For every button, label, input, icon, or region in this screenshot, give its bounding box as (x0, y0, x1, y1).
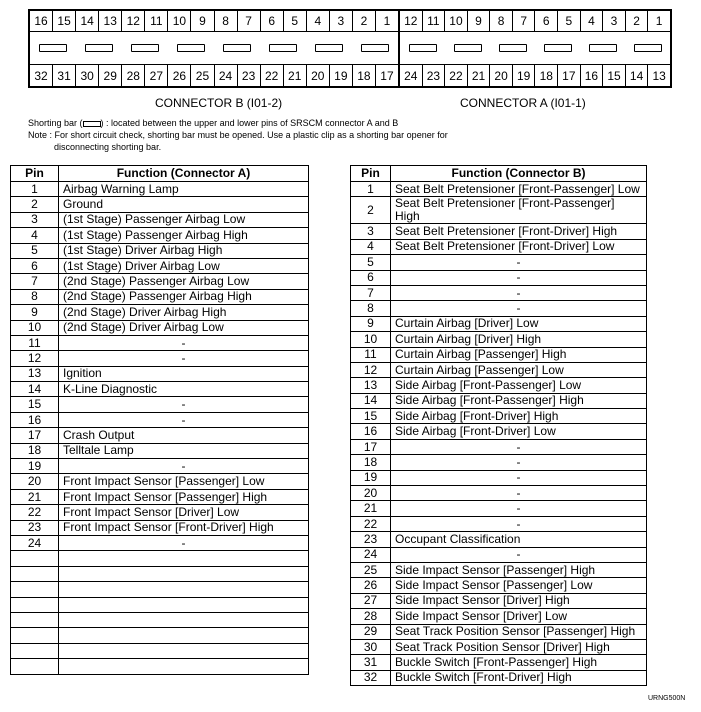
table-row (11, 643, 309, 658)
pin-number: 14 (76, 11, 99, 31)
pin-cell: 15 (351, 409, 391, 424)
pin-cell: 13 (11, 366, 59, 381)
function-cell: Buckle Switch [Front-Passenger] High (391, 655, 647, 670)
pin-cell: 13 (351, 378, 391, 393)
pin-cell: 8 (351, 301, 391, 316)
pin-number: 12 (400, 11, 423, 31)
connector-a-top-pins (400, 11, 670, 32)
pin-cell (11, 628, 59, 643)
function-cell: - (391, 501, 647, 516)
table-row (351, 270, 647, 285)
function-cell: (2nd Stage) Driver Airbag Low (59, 320, 309, 335)
pin-cell: 19 (351, 470, 391, 485)
function-cell: - (391, 270, 647, 285)
table-row (351, 455, 647, 470)
pin-cell: 1 (11, 182, 59, 197)
pin-cell: 18 (11, 443, 59, 458)
table-row (351, 332, 647, 347)
shorting-bar-icon (83, 121, 101, 127)
table-row (351, 362, 647, 377)
pin-header: Pin (11, 166, 59, 182)
table-row (11, 335, 309, 350)
pin-number: 21 (284, 65, 307, 86)
pin-cell: 28 (351, 609, 391, 624)
connector-a-bottom-pins (400, 64, 670, 86)
table-row (11, 597, 309, 612)
function-cell: - (59, 535, 309, 550)
pin-number: 15 (603, 65, 626, 86)
pin-number: 10 (445, 11, 468, 31)
pin-cell: 21 (11, 489, 59, 504)
function-cell (59, 551, 309, 566)
table-row (11, 535, 309, 550)
pin-number: 24 (400, 65, 423, 86)
pin-cell: 14 (351, 393, 391, 408)
function-cell: Side Impact Sensor [Passenger] High (391, 562, 647, 577)
pin-cell (11, 643, 59, 658)
function-header: Function (Connector A) (59, 166, 309, 182)
shorting-bar (589, 44, 617, 52)
function-cell: Side Airbag [Front-Passenger] High (391, 393, 647, 408)
pin-cell: 23 (11, 520, 59, 535)
function-cell (59, 612, 309, 627)
pin-cell: 25 (351, 562, 391, 577)
table-row (351, 424, 647, 439)
pin-cell (11, 659, 59, 674)
table-row (351, 516, 647, 531)
table-row (11, 382, 309, 397)
figure-code: URNG500N (648, 695, 686, 702)
function-cell: - (391, 486, 647, 501)
pin-cell: 8 (11, 289, 59, 304)
pin-number: 4 (581, 11, 604, 31)
function-cell: (1st Stage) Driver Airbag High (59, 243, 309, 258)
shorting-bar (223, 44, 251, 52)
function-cell: Seat Track Position Sensor [Passenger] High (391, 624, 647, 639)
pin-number: 16 (30, 11, 53, 31)
pin-number: 5 (558, 11, 581, 31)
table-row (351, 562, 647, 577)
table-row (11, 228, 309, 243)
pin-number: 29 (99, 65, 122, 86)
pin-cell: 12 (11, 351, 59, 366)
pin-number: 13 (99, 11, 122, 31)
shorting-bar (315, 44, 343, 52)
shorting-bar (39, 44, 67, 52)
pin-cell: 7 (351, 285, 391, 300)
pin-number: 8 (490, 11, 513, 31)
note-line2: Note : For short circuit check, shorting bar must be opened. Use a plastic clip as a shorting bar opener for (28, 130, 448, 140)
table-row (351, 532, 647, 547)
pin-cell (11, 582, 59, 597)
pin-cell: 5 (11, 243, 59, 258)
function-cell: Side Impact Sensor [Driver] High (391, 593, 647, 608)
table-row (351, 409, 647, 424)
function-cell: Telltale Lamp (59, 443, 309, 458)
pin-number: 3 (603, 11, 626, 31)
table-row (11, 197, 309, 212)
note-line1-pre: Shorting bar ( (28, 118, 83, 128)
pin-number: 32 (30, 65, 53, 86)
pin-number: 18 (353, 65, 376, 86)
pin-cell: 5 (351, 255, 391, 270)
pin-number: 9 (468, 11, 491, 31)
pin-number: 22 (261, 65, 284, 86)
pin-number: 30 (76, 65, 99, 86)
pin-cell: 9 (11, 305, 59, 320)
table-row (351, 639, 647, 654)
pin-cell: 3 (11, 212, 59, 227)
table-row (11, 366, 309, 381)
table-row (351, 347, 647, 362)
pin-cell (11, 597, 59, 612)
pin-number: 3 (330, 11, 353, 31)
function-cell: Curtain Airbag [Driver] Low (391, 316, 647, 331)
pin-number: 2 (626, 11, 649, 31)
shorting-bar (85, 44, 113, 52)
pin-cell: 4 (11, 228, 59, 243)
pin-cell: 14 (11, 382, 59, 397)
shorting-bar (454, 44, 482, 52)
pin-cell (11, 551, 59, 566)
pin-cell: 19 (11, 459, 59, 474)
pin-number: 17 (380, 68, 394, 83)
pin-cell (11, 612, 59, 627)
function-cell: Curtain Airbag [Driver] High (391, 332, 647, 347)
function-cell: (1st Stage) Driver Airbag Low (59, 258, 309, 273)
pin-cell: 10 (351, 332, 391, 347)
function-cell: Seat Track Position Sensor [Driver] High (391, 639, 647, 654)
pin-number: 24 (215, 65, 238, 86)
table-row (11, 274, 309, 289)
pin-cell: 15 (11, 397, 59, 412)
function-cell: Side Airbag [Front-Driver] Low (391, 424, 647, 439)
pin-cell: 17 (11, 428, 59, 443)
pin-cell: 27 (351, 593, 391, 608)
table-row (11, 459, 309, 474)
pin-number: 5 (284, 11, 307, 31)
table-row (351, 378, 647, 393)
function-cell: (2nd Stage) Passenger Airbag Low (59, 274, 309, 289)
connector-diagram (28, 9, 672, 88)
function-cell (59, 597, 309, 612)
pin-cell: 3 (351, 224, 391, 239)
function-cell: Buckle Switch [Front-Driver] High (391, 670, 647, 685)
pin-number: 1 (383, 14, 391, 28)
pin-number: 11 (423, 11, 446, 31)
pin-cell: 11 (351, 347, 391, 362)
function-cell: - (59, 412, 309, 427)
table-row (351, 301, 647, 316)
function-cell: - (59, 397, 309, 412)
table-row (11, 305, 309, 320)
connector-b-shorting-bars (30, 32, 398, 64)
table-row (11, 289, 309, 304)
function-cell: (2nd Stage) Driver Airbag High (59, 305, 309, 320)
pin-number: 6 (261, 11, 284, 31)
function-cell: - (59, 459, 309, 474)
table-header-row (11, 166, 309, 182)
table-row (351, 285, 647, 300)
function-cell: - (391, 301, 647, 316)
function-cell: Seat Belt Pretensioner [Front-Passenger] Low (391, 182, 647, 197)
pin-cell: 9 (351, 316, 391, 331)
table-row (351, 393, 647, 408)
table-row (11, 474, 309, 489)
table-row (351, 670, 647, 685)
function-cell: (2nd Stage) Passenger Airbag High (59, 289, 309, 304)
pin-number: 10 (168, 11, 191, 31)
function-cell (59, 566, 309, 581)
pin-cell: 16 (351, 424, 391, 439)
function-cell (59, 659, 309, 674)
pin-cell: 12 (351, 362, 391, 377)
function-cell: Seat Belt Pretensioner [Front-Passenger] High (391, 197, 647, 224)
table-row (11, 566, 309, 581)
pin-cell: 17 (351, 439, 391, 454)
pin-cell: 24 (351, 547, 391, 562)
table-row (351, 197, 647, 224)
connector-b-table (350, 165, 647, 686)
table-row (351, 624, 647, 639)
function-cell: Front Impact Sensor [Driver] Low (59, 505, 309, 520)
function-cell: - (59, 335, 309, 350)
table-row (11, 412, 309, 427)
shorting-bar (409, 44, 437, 52)
table-row (11, 582, 309, 597)
function-cell: (1st Stage) Passenger Airbag Low (59, 212, 309, 227)
pin-cell: 6 (11, 258, 59, 273)
table-row (351, 655, 647, 670)
pin-number: 14 (626, 65, 649, 86)
pin-cell: 20 (11, 474, 59, 489)
pin-number: 1 (655, 14, 663, 28)
pin-cell: 21 (351, 501, 391, 516)
function-cell: Crash Output (59, 428, 309, 443)
pin-number: 19 (513, 65, 536, 86)
pin-cell: 23 (351, 532, 391, 547)
function-cell (59, 628, 309, 643)
pin-cell: 2 (11, 197, 59, 212)
function-cell (59, 643, 309, 658)
function-cell: Occupant Classification (391, 532, 647, 547)
function-cell: Side Airbag [Front-Driver] High (391, 409, 647, 424)
connector-b-top-pins (30, 11, 398, 32)
note-line1-post: ) : located between the upper and lower pins of SRSCM connector A and B (100, 118, 399, 128)
function-header: Function (Connector B) (391, 166, 647, 182)
table-header-row (351, 166, 647, 182)
shorting-bar (499, 44, 527, 52)
pin-number: 8 (215, 11, 238, 31)
shorting-bar (361, 44, 389, 52)
table-row (11, 551, 309, 566)
pin-number: 9 (191, 11, 214, 31)
table-row (351, 547, 647, 562)
table-row (351, 486, 647, 501)
shorting-bar-note (28, 117, 398, 129)
table-row (11, 505, 309, 520)
table-row (11, 612, 309, 627)
pin-number: 31 (53, 65, 76, 86)
function-cell: Ignition (59, 366, 309, 381)
function-cell: - (391, 255, 647, 270)
table-row (351, 224, 647, 239)
pin-cell: 1 (351, 182, 391, 197)
function-cell (59, 582, 309, 597)
table-row (11, 428, 309, 443)
connector-b-block (30, 11, 400, 86)
pin-number: 2 (353, 11, 376, 31)
pin-number: 15 (53, 11, 76, 31)
pin-number: 4 (307, 11, 330, 31)
pin-number: 6 (535, 11, 558, 31)
pin-number: 16 (581, 65, 604, 86)
table-row (351, 255, 647, 270)
function-cell: - (391, 285, 647, 300)
pin-cell: 24 (11, 535, 59, 550)
table-row (11, 258, 309, 273)
function-cell: Front Impact Sensor [Passenger] High (59, 489, 309, 504)
function-cell: Side Impact Sensor [Driver] Low (391, 609, 647, 624)
pin-number: 23 (423, 65, 446, 86)
function-cell: (1st Stage) Passenger Airbag High (59, 228, 309, 243)
table-row (351, 470, 647, 485)
table-row (351, 501, 647, 516)
pin-number: 22 (445, 65, 468, 86)
pin-cell: 10 (11, 320, 59, 335)
pin-cell: 16 (11, 412, 59, 427)
pin-cell: 20 (351, 486, 391, 501)
table-row (11, 659, 309, 674)
table-row (11, 397, 309, 412)
pin-cell: 2 (351, 197, 391, 224)
table-row (11, 520, 309, 535)
function-cell: - (391, 470, 647, 485)
pin-cell: 4 (351, 239, 391, 254)
shorting-bar (177, 44, 205, 52)
pin-number: 28 (122, 65, 145, 86)
pin-number: 23 (238, 65, 261, 86)
pin-header: Pin (351, 166, 391, 182)
function-cell: Side Impact Sensor [Passenger] Low (391, 578, 647, 593)
function-cell: Curtain Airbag [Passenger] High (391, 347, 647, 362)
function-cell: Airbag Warning Lamp (59, 182, 309, 197)
connector-a-table (10, 165, 309, 675)
shorting-bar (634, 44, 662, 52)
table-row (351, 593, 647, 608)
connector-a-block (400, 11, 670, 86)
function-cell: Curtain Airbag [Passenger] Low (391, 362, 647, 377)
pin-cell (11, 566, 59, 581)
pin-number: 19 (330, 65, 353, 86)
shorting-bar (544, 44, 572, 52)
pin-number: 25 (191, 65, 214, 86)
table-row (11, 628, 309, 643)
function-cell: - (391, 516, 647, 531)
function-cell: K-Line Diagnostic (59, 382, 309, 397)
table-row (351, 439, 647, 454)
pin-number: 26 (168, 65, 191, 86)
table-row (351, 239, 647, 254)
function-cell: Front Impact Sensor [Passenger] Low (59, 474, 309, 489)
table-row (351, 316, 647, 331)
table-row (351, 578, 647, 593)
pin-cell: 29 (351, 624, 391, 639)
pin-cell: 31 (351, 655, 391, 670)
shorting-bar (131, 44, 159, 52)
pin-cell: 11 (11, 335, 59, 350)
pin-number: 18 (535, 65, 558, 86)
table-row (11, 443, 309, 458)
table-row (11, 351, 309, 366)
note-line3: disconnecting shorting bar. (54, 142, 162, 152)
table-row (11, 320, 309, 335)
pin-cell: 7 (11, 274, 59, 289)
pin-cell: 18 (351, 455, 391, 470)
pin-cell: 22 (11, 505, 59, 520)
pin-number: 17 (558, 65, 581, 86)
function-cell: Front Impact Sensor [Front-Driver] High (59, 520, 309, 535)
pin-number: 7 (513, 11, 536, 31)
function-cell: Side Airbag [Front-Passenger] Low (391, 378, 647, 393)
table-row (11, 212, 309, 227)
pin-number: 7 (238, 11, 261, 31)
table-row (11, 489, 309, 504)
table-row (351, 182, 647, 197)
function-cell: - (391, 547, 647, 562)
table-row (351, 609, 647, 624)
function-cell: Ground (59, 197, 309, 212)
connector-a-shorting-bars (400, 32, 670, 64)
function-cell: Seat Belt Pretensioner [Front-Driver] Low (391, 239, 647, 254)
pin-cell: 30 (351, 639, 391, 654)
pin-number: 20 (490, 65, 513, 86)
pin-cell: 26 (351, 578, 391, 593)
table-row (11, 182, 309, 197)
connector-a-label: CONNECTOR A (I01-1) (460, 96, 586, 110)
table-row (11, 243, 309, 258)
function-cell: - (59, 351, 309, 366)
pin-number: 12 (122, 11, 145, 31)
pin-number: 13 (652, 68, 666, 83)
connector-b-bottom-pins (30, 64, 398, 86)
function-cell: - (391, 455, 647, 470)
pin-cell: 6 (351, 270, 391, 285)
function-cell: - (391, 439, 647, 454)
pin-number: 27 (145, 65, 168, 86)
function-cell: Seat Belt Pretensioner [Front-Driver] High (391, 224, 647, 239)
pin-number: 21 (468, 65, 491, 86)
shorting-bar (269, 44, 297, 52)
connector-b-label: CONNECTOR B (I01-2) (155, 96, 283, 110)
pin-number: 20 (307, 65, 330, 86)
pin-cell: 22 (351, 516, 391, 531)
pin-number: 11 (145, 11, 168, 31)
pin-cell: 32 (351, 670, 391, 685)
